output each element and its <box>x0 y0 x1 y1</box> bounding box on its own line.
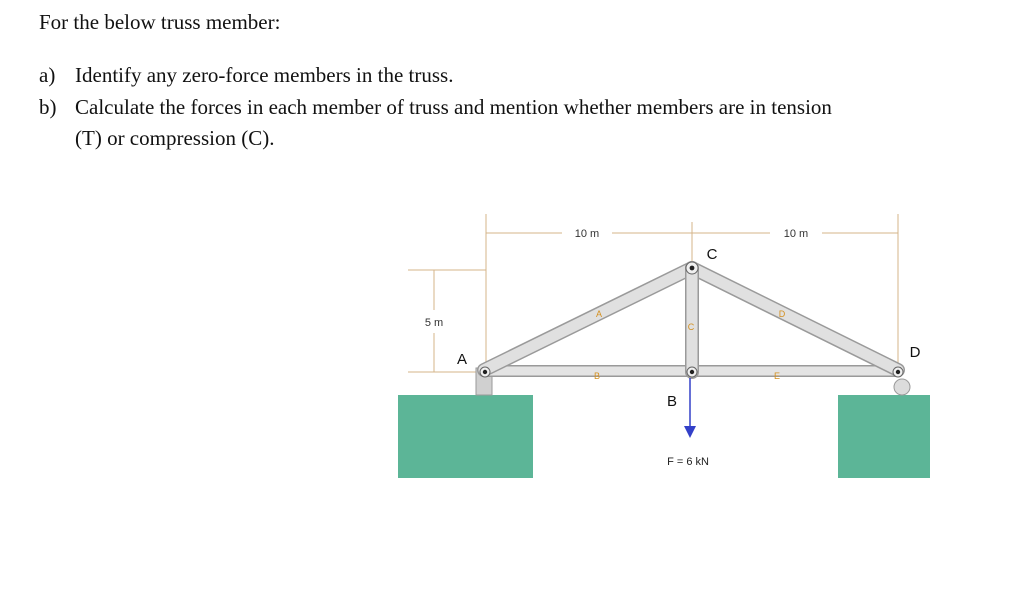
load-label: F = 6 kN <box>667 456 709 468</box>
member-label-c: C <box>687 322 695 332</box>
height-label: 5 m <box>424 317 444 329</box>
left-span-label: 10 m <box>574 228 600 240</box>
truss-members <box>484 268 898 372</box>
member-label-b: B <box>593 371 601 381</box>
right-span-label: 10 m <box>783 228 809 240</box>
node-label-b: B <box>666 393 678 410</box>
member-label-a: A <box>595 309 603 319</box>
question-b-text: Calculate the forces in each member of truss and mention whether members are in tension <box>75 95 832 119</box>
node-label-d: D <box>909 344 921 361</box>
problem-intro: For the below truss member: <box>39 10 281 34</box>
roller-support <box>894 379 910 395</box>
joint-b-pin <box>690 370 694 374</box>
member-ac <box>484 268 692 370</box>
support-left <box>398 395 533 478</box>
node-label-a: A <box>456 351 468 368</box>
question-a-marker: a) <box>39 63 56 87</box>
support-right <box>838 395 930 478</box>
question-b-marker: b) <box>39 95 57 119</box>
member-label-d: D <box>778 309 786 319</box>
member-label-e: E <box>773 371 781 381</box>
question-a-text: Identify any zero-force members in the truss. <box>75 63 454 87</box>
joint-a-pin <box>483 370 487 374</box>
question-b-continuation: (T) or compression (C). <box>75 126 275 150</box>
joint-c-pin <box>690 266 695 271</box>
joint-d-pin <box>896 370 900 374</box>
member-cd <box>692 268 898 370</box>
node-label-c: C <box>706 246 718 263</box>
